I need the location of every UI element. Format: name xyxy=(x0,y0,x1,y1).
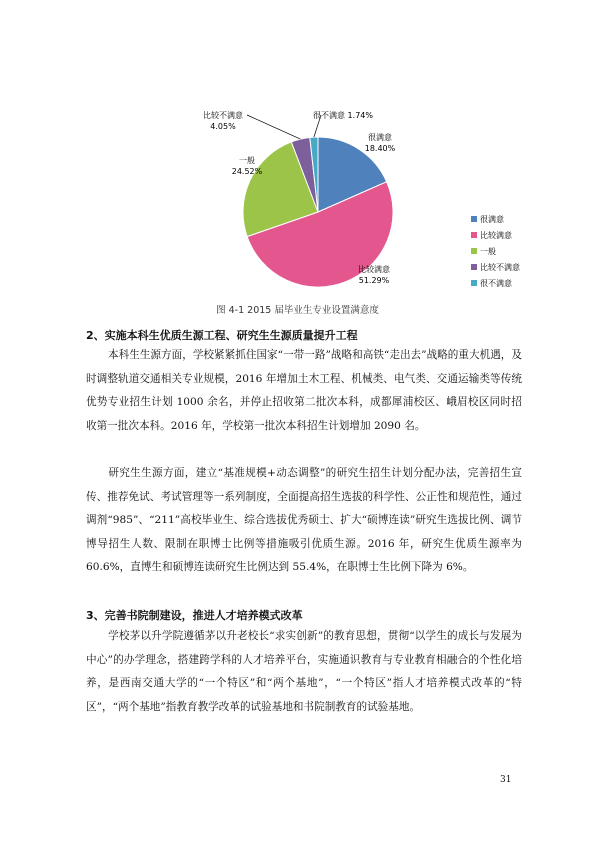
data-label-category: 很满意 xyxy=(368,133,392,142)
data-label-value: 4.05% xyxy=(210,122,236,131)
data-label-value: 18.40% xyxy=(364,144,396,153)
legend-swatch xyxy=(471,280,477,286)
leader-line xyxy=(247,115,300,139)
chart-legend xyxy=(471,214,520,288)
pie-chart-svg xyxy=(0,0,595,315)
figure-caption: 图 4-1 2015 届毕业生专业设置满意度 xyxy=(216,305,379,316)
legend-swatch xyxy=(471,232,477,238)
legend-label: 很不满意 xyxy=(480,279,512,288)
paragraph-graduate-sources: 研究生生源方面，建立“基准规模+动态调整”的研究生招生计划分配办法，完善招生宣传、推荐免试、考试管理等一系列制度，全面提高招生选拔的科学性、公正性和规范性，通过调剂“985”、“211”高校毕业生、综合选拔优秀硕士、扩大“硕博连读”研究生选拔比例、调节博导招生人数、限制在职博士比例等措施吸引优质生源。2016 年，研究生优质生源率为 60.6%，直博生和硕博连读研究生比例达到 55.4%，在职博士生比例下降为 6%。 xyxy=(86,467,522,574)
legend-label: 比较不满意 xyxy=(480,263,520,272)
section-heading-2: 2、实施本科生优质生源工程、研究生生源质量提升工程 xyxy=(86,329,358,342)
data-label-category: 比较不满意 xyxy=(203,111,243,120)
legend-swatch xyxy=(471,264,477,270)
legend-swatch xyxy=(471,216,477,222)
data-label-category: 一般 xyxy=(239,156,255,165)
legend-label: 很满意 xyxy=(480,215,504,224)
data-label-value: 51.29% xyxy=(358,276,390,285)
section-heading-3: 3、完善书院制建设，推进人才培养模式改革 xyxy=(86,609,303,622)
legend-label: 比较满意 xyxy=(480,231,512,240)
legend-swatch xyxy=(471,248,477,254)
pie-chart xyxy=(0,0,595,315)
data-label-category: 比较满意 xyxy=(358,265,390,274)
page-number: 31 xyxy=(500,775,512,785)
paragraph-undergrad-sources: 本科生生源方面，学校紧紧抓住国家“一带一路”战略和高铁“走出去”战略的重大机遇，及时调整轨道交通相关专业规模，2016 年增加土木工程、机械类、电气类、交通运输类等传统优势专业招生计划 1000 余名，并停止招收第二批次本科，成都犀浦校区、峨眉校区同时招收第一批次本科。2016 年，学校第一批次本科招生计划增加 2090 名。 xyxy=(86,349,522,432)
paragraph-academy: 学校茅以升学院遵循茅以升老校长“求实创新”的教育思想，贯彻“以学生的成长与发展为中心”的办学理念，搭建跨学科的人才培养平台，实施通识教育与专业教育相融合的个性化培养，是西南交通大学的“一个特区”和“两个基地”，“一个特区”指人才培养模式改革的“特区”，“两个基地”指教育教学改革的试验基地和书院制教育的试验基地。 xyxy=(86,630,522,713)
data-label: 很不满意 1.74% xyxy=(313,111,373,120)
data-label-value: 24.52% xyxy=(231,167,263,176)
legend-label: 一般 xyxy=(480,247,496,256)
